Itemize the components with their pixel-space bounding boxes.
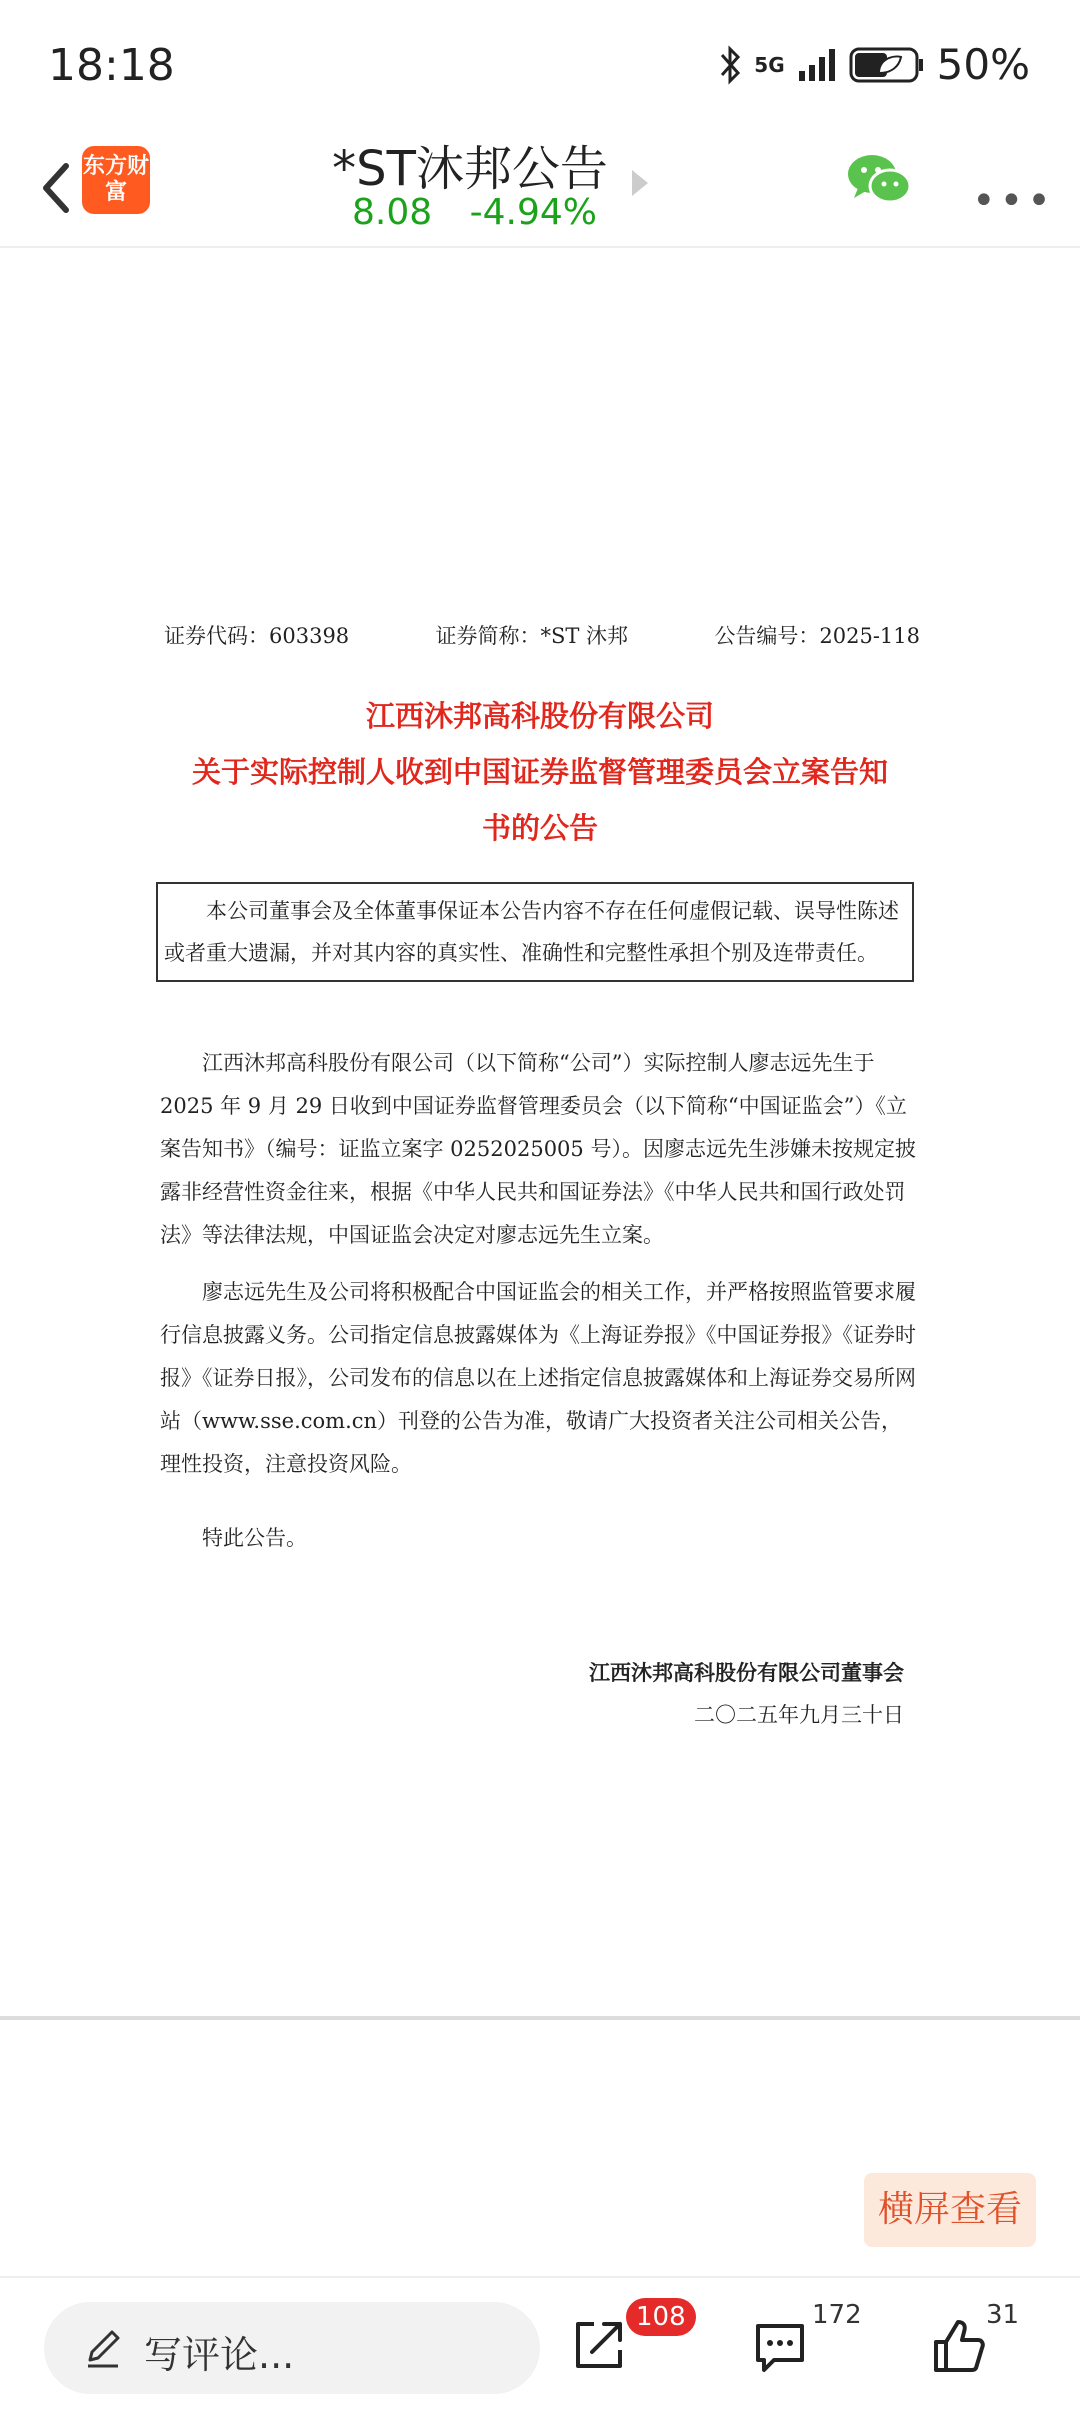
- doc-paragraph: 江西沐邦高科股份有限公司（以下简称“公司”）实际控制人廖志远先生于 2025 年 9 月 29 日收到中国证券监督管理委员会（以下简称“中国证监会”）《立案告知书》（编号：证监立案字 0252025005 号）。因廖志远先生涉嫌未按规定披露非经营性资金往来，根据《中华人民共和国证券法》《中华人民共和国行政处罚法》等法律法规，中国证监会决定对廖志远先生立案。: [160, 1051, 916, 1247]
- comment-input[interactable]: [44, 2302, 540, 2394]
- doc-notice-no: 公告编号：2025-118: [714, 624, 920, 648]
- comment-icon[interactable]: [752, 2320, 808, 2376]
- signature-date: 二〇二五年九月三十日: [694, 1703, 904, 1727]
- battery-icon: [849, 45, 925, 85]
- stock-quote: [352, 192, 623, 233]
- divider: [0, 2016, 1080, 2020]
- doc-short-name: 证券简称：*ST 沐邦: [435, 624, 629, 648]
- doc-title-line: 关于实际控制人收到中国证券监督管理委员会立案告知: [191, 755, 888, 789]
- doc-paragraph: 廖志远先生及公司将积极配合中国证监会的相关工作，并严格按照监管要求履行信息披露义务。公司指定信息披露媒体为《上海证券报》《中国证券报》《证券时报》《证券日报》，公司发布的信息以在上述指定信息披露媒体和上海证券交易所网站（www.sse.com.cn）刊登的公告为准，敬请广大投资者关注公司相关公告，理性投资，注意投资风险。: [160, 1280, 916, 1476]
- play-icon[interactable]: [628, 166, 652, 200]
- app-logo: 东方财富: [82, 146, 150, 214]
- like-count: 31: [986, 2300, 1020, 2330]
- share-icon[interactable]: [570, 2316, 628, 2374]
- landscape-view-button[interactable]: 横屏查看: [864, 2173, 1036, 2247]
- doc-signature: [160, 1652, 904, 1736]
- announcement-document: [160, 620, 920, 1736]
- stock-change: -4.94%: [469, 192, 597, 233]
- doc-disclaimer-box: [156, 882, 914, 982]
- more-icon[interactable]: •••: [972, 178, 1055, 224]
- pen-icon: [84, 2326, 124, 2370]
- page-title: *ST沐邦公告: [332, 141, 608, 197]
- doc-meta: [164, 620, 920, 650]
- doc-code: 证券代码：603398: [164, 624, 350, 648]
- wechat-icon[interactable]: [846, 152, 912, 208]
- doc-title-line: 书的公告: [481, 811, 598, 845]
- header-bar: [0, 130, 1080, 248]
- share-count-badge: 108: [626, 2298, 696, 2336]
- doc-body: [160, 1042, 920, 1486]
- comment-placeholder: 写评论...: [144, 2333, 295, 2377]
- network-label: 5G: [754, 52, 785, 77]
- stock-price: 8.08: [352, 192, 433, 233]
- doc-disclaimer: 本公司董事会及全体董事保证本公告内容不存在任何虚假记载、误导性陈述或者重大遗漏，并对其内容的真实性、准确性和完整性承担个别及连带责任。: [164, 899, 899, 965]
- doc-title-line: 江西沐邦高科股份有限公司: [365, 699, 714, 733]
- status-bar: [0, 0, 1080, 130]
- bottom-action-bar: [0, 2276, 1080, 2414]
- signal-icon: [797, 47, 837, 83]
- comment-count: 172: [812, 2300, 862, 2330]
- like-icon[interactable]: [930, 2318, 986, 2374]
- status-time: 18:18: [48, 40, 175, 91]
- bluetooth-icon: [718, 45, 742, 85]
- signature-company: 江西沐邦高科股份有限公司董事会: [589, 1660, 904, 1685]
- battery-percent: 50%: [936, 40, 1030, 89]
- doc-title: [160, 688, 920, 856]
- status-icons: [718, 40, 1030, 89]
- doc-closing: 特此公告。: [202, 1526, 307, 1550]
